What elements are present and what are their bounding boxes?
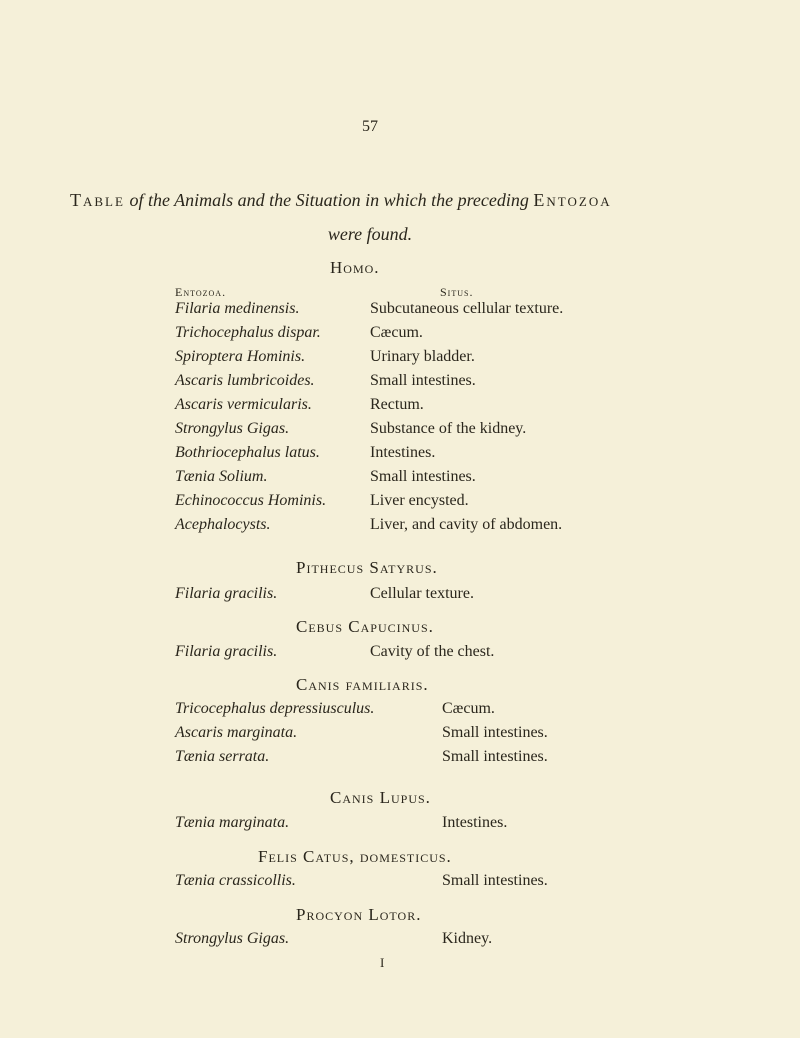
table-row <box>0 872 800 896</box>
host-heading-canis-lupus: Canis Lupus. <box>330 788 431 807</box>
table-row <box>0 516 800 540</box>
situs: Liver, and cavity of abdomen. <box>370 516 563 533</box>
table-row <box>0 300 800 324</box>
table-row <box>0 324 800 348</box>
host-heading-cebus-capucinus: Cebus Capucinus. <box>296 617 434 636</box>
situs: Rectum. <box>370 396 424 413</box>
entozoon: Echinococcus Hominis. <box>175 492 327 509</box>
situs: Intestines. <box>442 814 508 831</box>
situs: Cellular texture. <box>370 585 474 602</box>
column-header-entozoa: Entozoa. <box>175 285 227 299</box>
table-title <box>70 187 740 213</box>
situs: Small intestines. <box>442 724 548 741</box>
host-heading-canis-familiaris: Canis familiaris. <box>296 675 429 694</box>
title-line2: were found. <box>327 224 413 244</box>
table-row <box>0 444 800 468</box>
situs: Urinary bladder. <box>370 348 475 365</box>
situs: Liver encysted. <box>370 492 469 509</box>
table-row <box>0 420 800 444</box>
title-italic: of the Animals and the Situation in which the preceding <box>129 190 529 210</box>
signature-mark: I <box>380 955 385 970</box>
entozoon: Tænia Solium. <box>175 468 268 485</box>
entozoon: Bothriocephalus latus. <box>175 444 320 461</box>
host-heading-felis-catus: Felis Catus, domesticus. <box>258 847 452 866</box>
entozoon: Ascaris marginata. <box>175 724 298 741</box>
situs: Subcutaneous cellular texture. <box>370 300 564 317</box>
table-row <box>0 585 800 609</box>
table-row <box>0 930 800 954</box>
column-header-situs: Situs. <box>440 285 474 299</box>
entozoon: Strongylus Gigas. <box>175 930 290 947</box>
host-heading-pithecus-satyrus: Pithecus Satyrus. <box>296 558 438 577</box>
entozoon: Tricocephalus depressiusculus. <box>175 700 375 717</box>
entozoon: Spiroptera Hominis. <box>175 348 306 365</box>
entozoon: Filaria medinensis. <box>175 300 300 317</box>
table-row <box>0 468 800 492</box>
situs: Kidney. <box>442 930 493 947</box>
title-caps: Entozoa <box>533 190 612 210</box>
table-row <box>0 724 800 748</box>
situs: Cavity of the chest. <box>370 643 495 660</box>
entozoon: Ascaris vermicularis. <box>175 396 312 413</box>
title-prefix: Table <box>70 190 125 210</box>
table-row <box>0 492 800 516</box>
situs: Cæcum. <box>442 700 495 717</box>
table-row <box>0 348 800 372</box>
entozoon: Trichocephalus dispar. <box>175 324 321 341</box>
host-heading-homo: Homo. <box>330 258 380 277</box>
situs: Intestines. <box>370 444 436 461</box>
situs: Cæcum. <box>370 324 423 341</box>
entozoon: Filaria gracilis. <box>175 585 278 602</box>
host-heading-procyon-lotor: Procyon Lotor. <box>296 905 422 924</box>
entozoon: Acephalocysts. <box>175 516 271 533</box>
situs: Small intestines. <box>442 872 548 889</box>
entozoon: Tænia marginata. <box>175 814 290 831</box>
table-row <box>0 700 800 724</box>
situs: Small intestines. <box>442 748 548 765</box>
table-row <box>0 748 800 772</box>
table-row <box>0 372 800 396</box>
table-row <box>0 814 800 838</box>
table-row <box>0 396 800 420</box>
situs: Small intestines. <box>370 372 476 389</box>
entozoon: Tænia serrata. <box>175 748 270 765</box>
entozoon: Tænia crassicollis. <box>175 872 296 889</box>
entozoon: Strongylus Gigas. <box>175 420 290 437</box>
situs: Substance of the kidney. <box>370 420 527 437</box>
entozoon: Filaria gracilis. <box>175 643 278 660</box>
table-row <box>0 643 800 667</box>
situs: Small intestines. <box>370 468 476 485</box>
entozoon: Ascaris lumbricoides. <box>175 372 315 389</box>
page-number: 57 <box>362 118 378 135</box>
